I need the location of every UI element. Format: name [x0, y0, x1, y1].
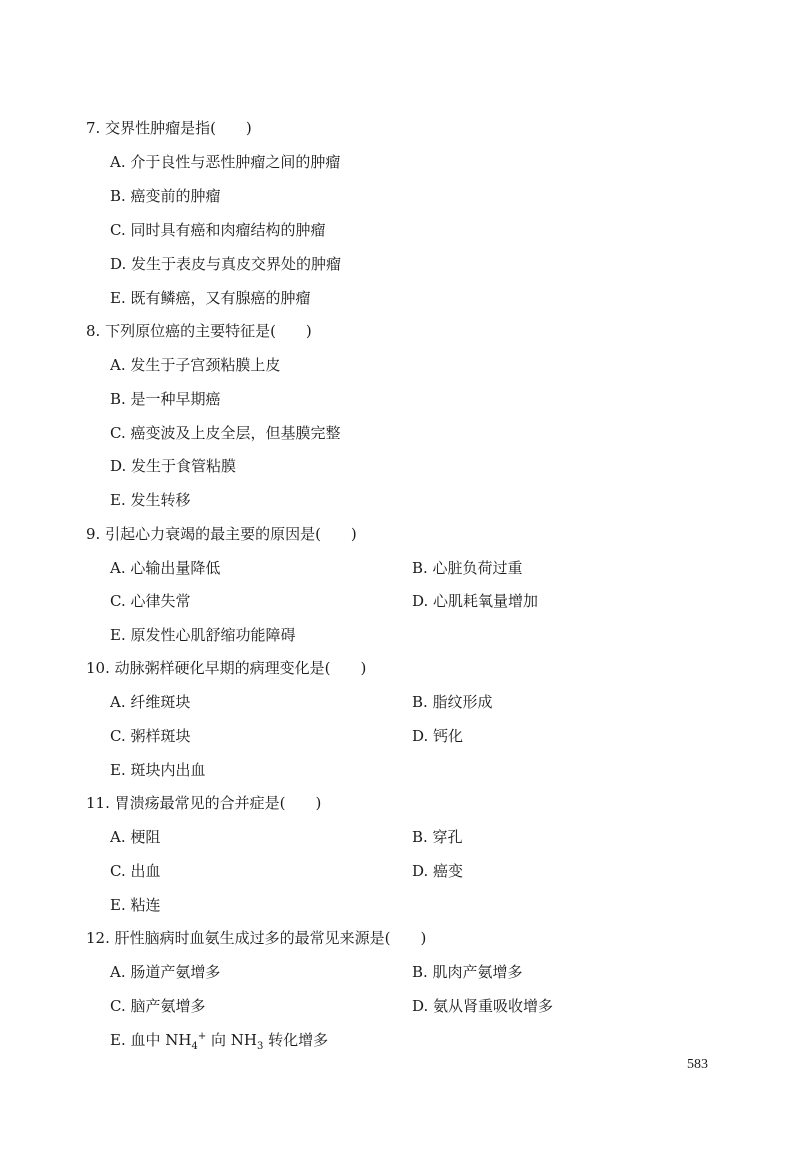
question-9-option-c: C. 心律失常	[110, 592, 191, 610]
question-8-stem: 8. 下列原位癌的主要特征是( )	[86, 322, 312, 340]
option-e-suffix: 转化增多	[263, 1031, 329, 1049]
question-8-option-b: B. 是一种早期癌	[110, 390, 221, 408]
question-8-option-a: A. 发生于子宫颈粘膜上皮	[110, 356, 281, 374]
page-number: 583	[687, 1057, 708, 1072]
question-10-option-d: D. 钙化	[412, 727, 464, 745]
question-10-option-a: A. 纤维斑块	[110, 693, 191, 711]
question-11-option-a: A. 梗阻	[110, 828, 161, 846]
question-9-option-b: B. 心脏负荷过重	[412, 559, 523, 577]
question-11-option-c: C. 出血	[110, 862, 161, 880]
question-7-option-a: A. 介于良性与恶性肿瘤之间的肿瘤	[110, 153, 341, 171]
question-8-option-d: D. 发生于食管粘膜	[110, 457, 237, 475]
question-12-option-b: B. 肌肉产氨增多	[412, 963, 523, 981]
option-e-mid: 向 NH	[206, 1031, 257, 1049]
question-10-stem: 10. 动脉粥样硬化早期的病理变化是( )	[86, 659, 367, 677]
question-11-option-b: B. 穿孔	[412, 828, 463, 846]
question-11-option-d: D. 癌变	[412, 862, 464, 880]
question-10-option-b: B. 脂纹形成	[412, 693, 493, 711]
question-7-option-b: B. 癌变前的肿瘤	[110, 187, 221, 205]
question-7-stem: 7. 交界性肿瘤是指( )	[86, 119, 252, 137]
question-11-stem: 11. 胃溃疡最常见的合并症是( )	[86, 794, 322, 812]
nh4-subscript: 4	[191, 1041, 198, 1052]
nh3-subscript: 3	[256, 1041, 264, 1052]
question-12-option-e	[110, 1030, 328, 1050]
question-7-option-d: D. 发生于表皮与真皮交界处的肿瘤	[110, 255, 342, 273]
question-10-option-e: E. 斑块内出血	[110, 761, 206, 779]
question-8-option-e: E. 发生转移	[110, 491, 191, 509]
question-12-option-d: D. 氨从肾重吸收增多	[412, 997, 554, 1015]
question-8-option-c: C. 癌变波及上皮全层，但基膜完整	[110, 424, 341, 442]
question-9-stem: 9. 引起心力衰竭的最主要的原因是( )	[86, 525, 357, 543]
question-9-option-d: D. 心肌耗氧量增加	[412, 592, 539, 610]
question-11-option-e: E. 粘连	[110, 896, 161, 914]
option-e-prefix: E. 血中 NH	[110, 1031, 192, 1049]
question-7-option-e: E. 既有鳞癌，又有腺癌的肿瘤	[110, 289, 311, 307]
question-12-stem: 12. 肝性脑病时血氨生成过多的最常见来源是( )	[86, 929, 427, 947]
question-10-option-c: C. 粥样斑块	[110, 727, 191, 745]
question-7-option-c: C. 同时具有癌和肉瘤结构的肿瘤	[110, 221, 326, 239]
nh4-charge: +	[197, 1031, 207, 1042]
question-9-option-a: A. 心输出量降低	[110, 559, 221, 577]
question-12-option-a: A. 肠道产氨增多	[110, 963, 221, 981]
question-9-option-e: E. 原发性心肌舒缩功能障碍	[110, 626, 296, 644]
question-12-option-c: C. 脑产氨增多	[110, 997, 206, 1015]
